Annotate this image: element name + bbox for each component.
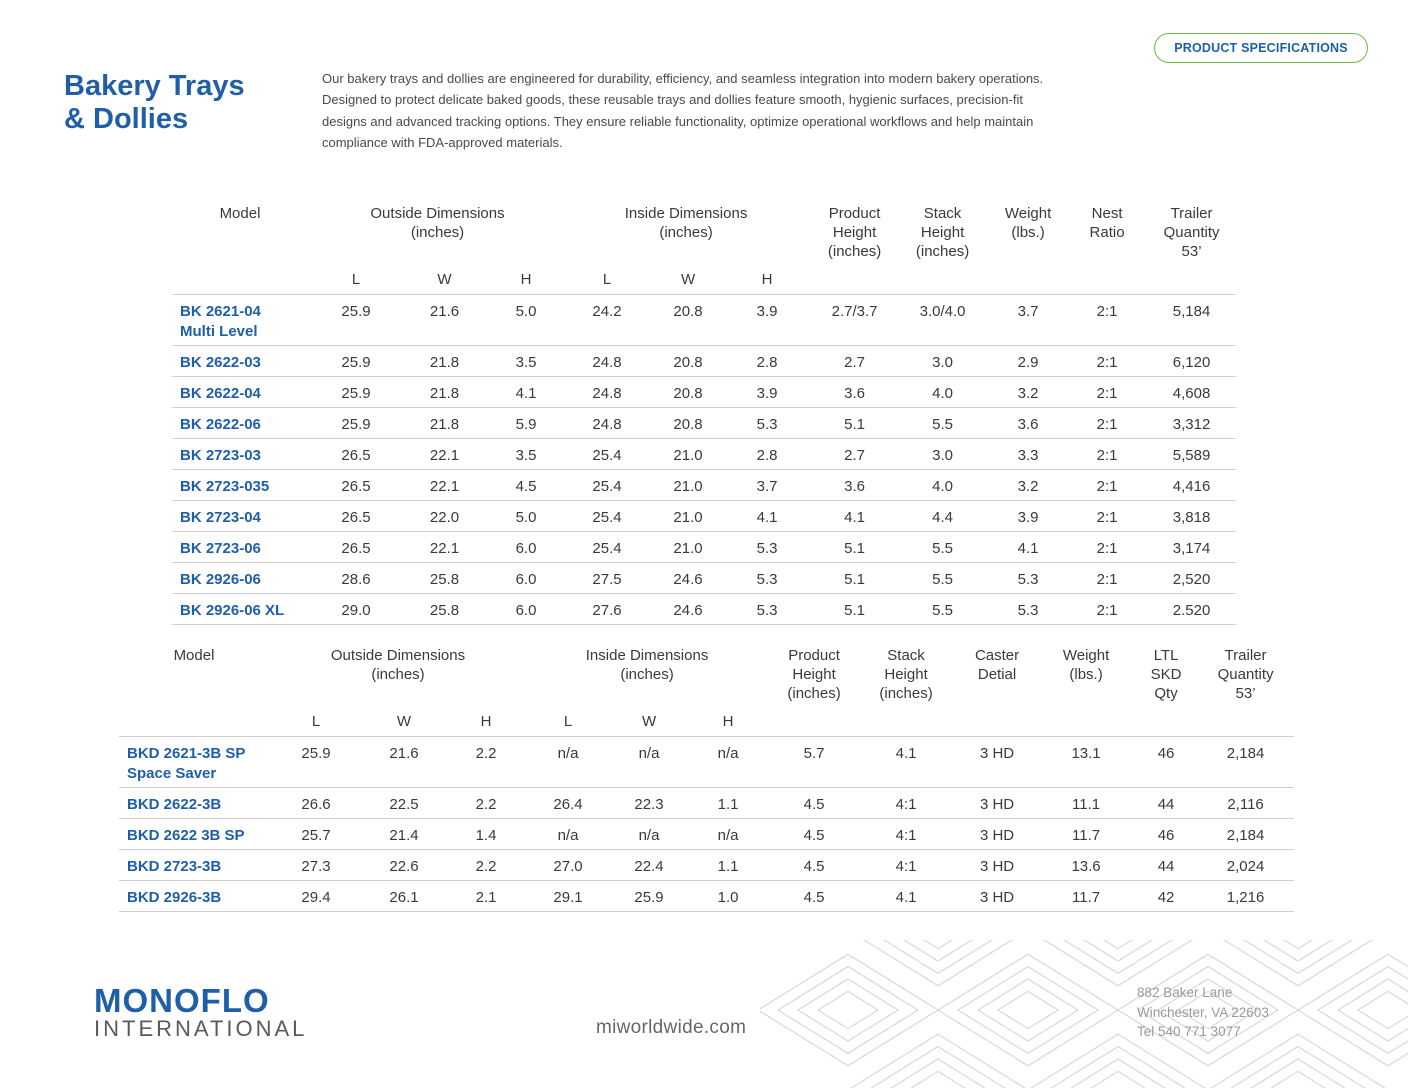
model-name: BK 2723-035: [180, 478, 270, 495]
header-product-height: Product Height (inches): [827, 205, 882, 260]
model-cell: [172, 408, 316, 439]
model-cell: [172, 295, 316, 346]
model-name: BK 2723-03: [180, 447, 261, 464]
table-cell: 2:1: [1067, 439, 1147, 470]
table-cell: 25.4: [559, 532, 655, 563]
table-cell: 1.1: [683, 788, 773, 819]
table-cell: 5.0: [493, 501, 559, 532]
table-cell: 4.1: [813, 501, 896, 532]
table-cell: 5.3: [989, 594, 1067, 625]
monoflo-logo: [94, 984, 307, 1040]
table-cell: 2:1: [1067, 377, 1147, 408]
table-cell: 26.6: [275, 788, 357, 819]
table-row: [119, 788, 1294, 819]
table-cell: 3.6: [989, 408, 1067, 439]
table-cell: 6,120: [1147, 346, 1236, 377]
header-trailer-quantity: Trailer Quantity 53’: [1163, 205, 1220, 260]
table-cell: 29.1: [521, 881, 615, 912]
company-address: [1137, 983, 1269, 1042]
table-cell: 22.5: [357, 788, 451, 819]
table-cell: 27.0: [521, 850, 615, 881]
table-cell: 2,024: [1197, 850, 1294, 881]
model-cell: [172, 501, 316, 532]
model-name: BK 2723-06: [180, 540, 261, 557]
model-name: BK 2926-06 XL: [180, 602, 285, 619]
trays-table-body: [172, 295, 1236, 625]
table-row: [172, 563, 1236, 594]
table-cell: 5.1: [813, 532, 896, 563]
address-street: 882 Baker Lane: [1137, 985, 1233, 1000]
table-cell: 4.5: [773, 881, 855, 912]
table-row: [172, 377, 1236, 408]
subheader-inside-h: H: [761, 271, 773, 288]
page-title: [64, 70, 245, 136]
table-cell: 5.5: [896, 408, 989, 439]
model-name: BKD 2723-3B: [127, 858, 222, 875]
table-cell: n/a: [521, 819, 615, 850]
model-name: BK 2926-06: [180, 571, 261, 588]
trays-subheader-row: [172, 261, 1236, 295]
table-row: [172, 470, 1236, 501]
subheader-inside-w: W: [680, 271, 696, 288]
model-name: BKD 2622-3B: [127, 796, 222, 813]
table-cell: 4.1: [989, 532, 1067, 563]
intro-line-3: designs and advanced tracking options. They ensure reliable functionality, optimize operational workflows and help maintain: [322, 113, 1034, 129]
model-cell: [119, 819, 275, 850]
table-cell: 42: [1135, 881, 1197, 912]
model-cell: [172, 532, 316, 563]
intro-line-2: Designed to protect delicate baked goods, these reusable trays and dollies feature smooth, hygienic surfaces, precision-fit: [322, 92, 1023, 108]
table-cell: 25.4: [559, 470, 655, 501]
table-cell: 3.0/4.0: [896, 295, 989, 346]
table-cell: 27.5: [559, 563, 655, 594]
table-cell: 22.1: [396, 470, 493, 501]
table-cell: 25.9: [615, 881, 683, 912]
table-cell: 2:1: [1067, 408, 1147, 439]
table-cell: 6.0: [493, 532, 559, 563]
table-cell: n/a: [683, 737, 773, 788]
title-line-2: & Dollies: [64, 103, 189, 135]
table-cell: 3.0: [896, 439, 989, 470]
table-cell: 25.9: [316, 408, 396, 439]
model-cell: [172, 470, 316, 501]
table-cell: 24.8: [559, 408, 655, 439]
model-name: BKD 2621-3B SP: [127, 745, 246, 762]
header-stack-height: Stack Height (inches): [915, 205, 970, 260]
table-cell: 13.6: [1037, 850, 1135, 881]
subheader-outside-h: H: [520, 271, 532, 288]
table-cell: 2.1: [451, 881, 521, 912]
table-row: [119, 850, 1294, 881]
table-cell: 25.9: [316, 346, 396, 377]
table-cell: 24.6: [655, 594, 721, 625]
model-name: BKD 2926-3B: [127, 889, 222, 906]
dollies-subheader-row: [119, 703, 1294, 737]
trays-header-row: [172, 204, 1236, 261]
table-cell: 2,184: [1197, 819, 1294, 850]
table-cell: 22.3: [615, 788, 683, 819]
table-cell: 2:1: [1067, 563, 1147, 594]
table-cell: 21.0: [655, 470, 721, 501]
table-cell: 26.5: [316, 439, 396, 470]
table-cell: 29.0: [316, 594, 396, 625]
table-cell: 2:1: [1067, 501, 1147, 532]
table-cell: 25.7: [275, 819, 357, 850]
table-cell: 4.1: [721, 501, 813, 532]
table-cell: 2.8: [721, 439, 813, 470]
subheader-outside-h: H: [480, 713, 492, 730]
model-variant: Space Saver: [127, 765, 217, 782]
table-row: [172, 295, 1236, 346]
table-row: [172, 594, 1236, 625]
model-cell: [172, 346, 316, 377]
trays-spec-table: [172, 204, 1236, 625]
table-cell: 27.3: [275, 850, 357, 881]
table-cell: 2:1: [1067, 470, 1147, 501]
logo-subtitle: INTERNATIONAL: [94, 1016, 308, 1041]
model-name: BK 2622-03: [180, 354, 261, 371]
table-cell: 3.9: [989, 501, 1067, 532]
table-cell: 3.9: [721, 295, 813, 346]
table-cell: 6.0: [493, 594, 559, 625]
model-cell: [172, 594, 316, 625]
table-cell: 22.1: [396, 439, 493, 470]
table-cell: 4,416: [1147, 470, 1236, 501]
model-cell: [119, 788, 275, 819]
table-cell: 3.7: [721, 470, 813, 501]
table-cell: 1.1: [683, 850, 773, 881]
table-cell: n/a: [683, 819, 773, 850]
subheader-inside-h: H: [722, 713, 734, 730]
table-cell: 2.7/3.7: [813, 295, 896, 346]
table-cell: 2:1: [1067, 295, 1147, 346]
table-cell: 4.5: [773, 788, 855, 819]
table-row: [172, 408, 1236, 439]
table-cell: 4.1: [855, 737, 957, 788]
subheader-outside-w: W: [396, 713, 412, 730]
table-cell: 5.1: [813, 594, 896, 625]
table-cell: n/a: [521, 737, 615, 788]
table-cell: 22.6: [357, 850, 451, 881]
table-cell: 26.4: [521, 788, 615, 819]
table-cell: 5,589: [1147, 439, 1236, 470]
table-cell: 3,174: [1147, 532, 1236, 563]
table-cell: 3.0: [896, 346, 989, 377]
header-inside-dimensions: Inside Dimensions (inches): [585, 647, 709, 683]
header-outside-dimensions: Outside Dimensions (inches): [370, 205, 505, 241]
table-cell: 1.0: [683, 881, 773, 912]
table-cell: 2:1: [1067, 594, 1147, 625]
table-cell: 5.5: [896, 532, 989, 563]
header-product-height: Product Height (inches): [787, 647, 841, 702]
table-cell: 20.8: [655, 295, 721, 346]
header-weight: Weight (lbs.): [1062, 647, 1110, 683]
table-cell: 5,184: [1147, 295, 1236, 346]
model-name: BK 2622-04: [180, 385, 261, 402]
table-cell: 26.5: [316, 532, 396, 563]
table-row: [119, 819, 1294, 850]
table-cell: 25.4: [559, 439, 655, 470]
table-row: [172, 346, 1236, 377]
table-cell: 13.1: [1037, 737, 1135, 788]
table-cell: 4.0: [896, 470, 989, 501]
website-link[interactable]: miworldwide.com: [596, 1017, 747, 1038]
table-cell: 11.1: [1037, 788, 1135, 819]
table-cell: 20.8: [655, 346, 721, 377]
header-weight: Weight (lbs.): [1004, 205, 1052, 241]
subheader-inside-l: L: [602, 271, 612, 288]
table-cell: 5.3: [721, 532, 813, 563]
table-cell: 2.8: [721, 346, 813, 377]
table-cell: 5.3: [721, 563, 813, 594]
table-cell: 3,818: [1147, 501, 1236, 532]
table-cell: 3 HD: [957, 819, 1037, 850]
model-name: BKD 2622 3B SP: [127, 827, 245, 844]
model-variant: Multi Level: [180, 323, 258, 340]
table-cell: 2.7: [813, 346, 896, 377]
header-trailer-quantity: Trailer Quantity 53’: [1217, 647, 1274, 702]
table-cell: 21.8: [396, 408, 493, 439]
table-cell: 26.5: [316, 470, 396, 501]
table-cell: 26.5: [316, 501, 396, 532]
intro-line-1: Our bakery trays and dollies are engineered for durability, efficiency, and seamless integration into modern bakery operations.: [322, 71, 1044, 86]
subheader-inside-w: W: [641, 713, 657, 730]
logo-wordmark: MONOFLO: [94, 982, 270, 1019]
intro-paragraph: [322, 68, 1082, 153]
table-row: [172, 532, 1236, 563]
table-cell: 3.7: [989, 295, 1067, 346]
product-specifications-badge: PRODUCT SPECIFICATIONS: [1154, 33, 1368, 63]
table-cell: 4.4: [896, 501, 989, 532]
table-cell: 4.5: [773, 850, 855, 881]
subheader-outside-w: W: [437, 271, 452, 288]
table-cell: 21.8: [396, 377, 493, 408]
table-cell: 21.0: [655, 501, 721, 532]
table-cell: 21.8: [396, 346, 493, 377]
table-cell: 2:1: [1067, 346, 1147, 377]
table-cell: 3 HD: [957, 737, 1037, 788]
table-cell: 22.1: [396, 532, 493, 563]
table-cell: 4,608: [1147, 377, 1236, 408]
table-cell: 21.6: [357, 737, 451, 788]
table-cell: 5.3: [721, 594, 813, 625]
intro-line-4: compliance with FDA-approved materials.: [322, 134, 563, 150]
table-cell: 27.6: [559, 594, 655, 625]
table-cell: 25.8: [396, 563, 493, 594]
table-cell: 3.2: [989, 470, 1067, 501]
model-name: BK 2621-04: [180, 303, 261, 320]
table-cell: 25.9: [275, 737, 357, 788]
table-cell: n/a: [615, 819, 683, 850]
table-cell: 2.7: [813, 439, 896, 470]
header-model: Model: [219, 205, 261, 222]
header-stack-height: Stack Height (inches): [879, 647, 933, 702]
table-cell: 4.5: [773, 819, 855, 850]
table-cell: 2.2: [451, 850, 521, 881]
table-cell: 22.4: [615, 850, 683, 881]
table-cell: 4:1: [855, 850, 957, 881]
model-cell: [172, 563, 316, 594]
table-cell: 2,520: [1147, 563, 1236, 594]
table-cell: 21.4: [357, 819, 451, 850]
table-cell: 20.8: [655, 377, 721, 408]
table-cell: 2.9: [989, 346, 1067, 377]
subheader-outside-l: L: [351, 271, 361, 288]
subheader-inside-l: L: [563, 713, 573, 730]
title-line-1: Bakery Trays: [64, 70, 245, 102]
table-cell: 2.2: [451, 788, 521, 819]
header-model: Model: [173, 647, 215, 664]
table-cell: n/a: [615, 737, 683, 788]
table-row: [172, 501, 1236, 532]
dollies-spec-table: [119, 646, 1294, 912]
table-cell: 24.8: [559, 377, 655, 408]
table-cell: 21.0: [655, 439, 721, 470]
model-cell: [172, 439, 316, 470]
table-cell: 3,312: [1147, 408, 1236, 439]
table-cell: 11.7: [1037, 881, 1135, 912]
table-cell: 20.8: [655, 408, 721, 439]
table-cell: 25.9: [316, 377, 396, 408]
header-nest-ratio: Nest Ratio: [1089, 205, 1125, 241]
model-cell: [119, 881, 275, 912]
table-cell: 3 HD: [957, 881, 1037, 912]
table-cell: 24.8: [559, 346, 655, 377]
dollies-header-row: [119, 646, 1294, 703]
table-cell: 3 HD: [957, 788, 1037, 819]
table-cell: 3.6: [813, 377, 896, 408]
table-cell: 5.1: [813, 408, 896, 439]
table-cell: 29.4: [275, 881, 357, 912]
table-cell: 6.0: [493, 563, 559, 594]
table-cell: 25.4: [559, 501, 655, 532]
table-cell: 3 HD: [957, 850, 1037, 881]
table-cell: 44: [1135, 850, 1197, 881]
table-row: [172, 439, 1236, 470]
table-cell: 4.1: [493, 377, 559, 408]
table-cell: 11.7: [1037, 819, 1135, 850]
dollies-table-body: [119, 737, 1294, 912]
table-cell: 24.6: [655, 563, 721, 594]
header-caster-detail: Caster Detial: [974, 647, 1020, 683]
table-cell: 4.1: [855, 881, 957, 912]
subheader-outside-l: L: [311, 713, 321, 730]
geometric-pattern-decoration: [760, 940, 1408, 1088]
model-name: BK 2622-06: [180, 416, 261, 433]
table-row: [119, 881, 1294, 912]
table-cell: 5.3: [989, 563, 1067, 594]
table-cell: 3.2: [989, 377, 1067, 408]
table-cell: 2,116: [1197, 788, 1294, 819]
table-cell: 26.1: [357, 881, 451, 912]
address-phone: Tel 540 771 3077: [1137, 1024, 1241, 1039]
table-cell: 25.9: [316, 295, 396, 346]
table-cell: 5.3: [721, 408, 813, 439]
table-cell: 2.2: [451, 737, 521, 788]
address-city: Winchester, VA 22603: [1137, 1004, 1269, 1020]
table-cell: 21.6: [396, 295, 493, 346]
table-cell: 25.8: [396, 594, 493, 625]
table-cell: 5.5: [896, 594, 989, 625]
table-cell: 3.5: [493, 346, 559, 377]
table-cell: 5.0: [493, 295, 559, 346]
table-cell: 21.0: [655, 532, 721, 563]
table-cell: 44: [1135, 788, 1197, 819]
table-cell: 22.0: [396, 501, 493, 532]
table-cell: 3.6: [813, 470, 896, 501]
table-cell: 5.7: [773, 737, 855, 788]
table-cell: 4.5: [493, 470, 559, 501]
header-inside-dimensions: Inside Dimensions (inches): [624, 205, 748, 241]
model-name: BK 2723-04: [180, 509, 261, 526]
table-cell: 4.0: [896, 377, 989, 408]
table-cell: 4:1: [855, 788, 957, 819]
table-cell: 2,184: [1197, 737, 1294, 788]
table-cell: 46: [1135, 737, 1197, 788]
table-cell: 2:1: [1067, 532, 1147, 563]
model-cell: [119, 737, 275, 788]
table-cell: 3.9: [721, 377, 813, 408]
table-cell: 5.1: [813, 563, 896, 594]
model-cell: [172, 377, 316, 408]
model-cell: [119, 850, 275, 881]
table-cell: 3.3: [989, 439, 1067, 470]
table-cell: 1.4: [451, 819, 521, 850]
table-cell: 1,216: [1197, 881, 1294, 912]
table-row: [119, 737, 1294, 788]
header-outside-dimensions: Outside Dimensions (inches): [330, 647, 466, 683]
table-cell: 46: [1135, 819, 1197, 850]
table-cell: 5.5: [896, 563, 989, 594]
table-cell: 3.5: [493, 439, 559, 470]
table-cell: 28.6: [316, 563, 396, 594]
table-cell: 4:1: [855, 819, 957, 850]
header-ltl-skd-qty: LTL SKD Qty: [1150, 647, 1182, 702]
table-cell: 24.2: [559, 295, 655, 346]
table-cell: 2.520: [1147, 594, 1236, 625]
table-cell: 5.9: [493, 408, 559, 439]
